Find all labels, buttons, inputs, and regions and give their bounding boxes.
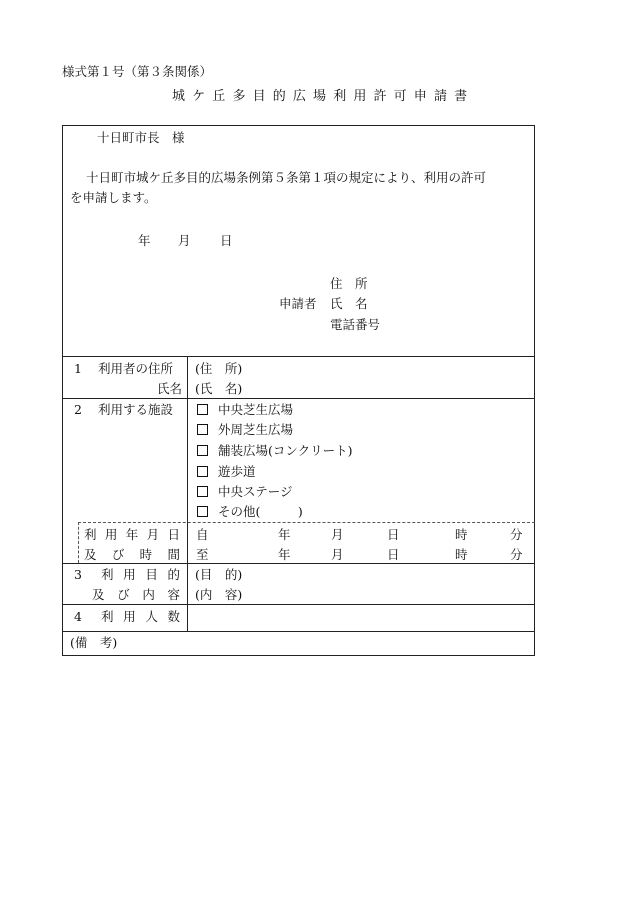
addressee: 十日町市長 様: [97, 130, 185, 145]
user-name-field[interactable]: (氏 名): [195, 381, 243, 396]
from-hour-unit: 時: [455, 527, 468, 542]
facility-option-label: 遊歩道: [218, 464, 256, 479]
row-number-1: 1: [74, 361, 82, 376]
to-hour-unit: 時: [455, 547, 468, 562]
datetime-label-bottom: 及 び 時 間: [84, 547, 180, 562]
facility-option-promenade[interactable]: [197, 466, 256, 479]
to-month-unit: 月: [331, 547, 344, 562]
from-month-unit: 月: [331, 527, 344, 542]
content-field[interactable]: (内 容): [195, 587, 243, 602]
applicant-address-label: 住 所: [330, 276, 368, 291]
table-top-border: [62, 356, 535, 357]
facility-option-label: 外周芝生広場: [218, 422, 294, 437]
date-year-label: 年: [138, 233, 151, 248]
to-day-unit: 日: [387, 547, 400, 562]
facility-option-label: その他( ): [218, 504, 303, 519]
checkbox-icon[interactable]: [197, 424, 208, 435]
datetime-label-top: 利 用 年 月 日: [84, 527, 180, 542]
applicant-label: 申請者: [279, 296, 317, 311]
date-month-label: 月: [178, 233, 191, 248]
facility-option-label: 中央芝生広場: [218, 402, 294, 417]
datetime-from-label: 自: [196, 527, 209, 542]
to-minute-unit: 分: [510, 547, 523, 562]
facility-option-central-stage[interactable]: [197, 486, 293, 499]
form-number-label: 様式第１号（第３条関係）: [62, 64, 213, 79]
to-year-unit: 年: [278, 547, 291, 562]
facility-option-label: 舗装広場(コンクリート): [218, 443, 353, 458]
row-number-2: 2: [74, 402, 82, 417]
facility-option-central-lawn[interactable]: [197, 404, 293, 417]
applicant-name-label: 氏 名: [330, 296, 368, 311]
date-day-label: 日: [220, 233, 233, 248]
user-address-label: 利用者の住所: [98, 361, 174, 376]
row-divider-facility: [62, 563, 535, 564]
purpose-label-bottom: 及 び 内 容: [92, 587, 180, 602]
checkbox-icon[interactable]: [197, 445, 208, 456]
checkbox-icon[interactable]: [197, 506, 208, 517]
checkbox-icon[interactable]: [197, 404, 208, 415]
facility-label: 利用する施設: [98, 402, 174, 417]
row-divider-purpose: [62, 604, 535, 605]
user-address-field[interactable]: (住 所): [195, 361, 243, 376]
checkbox-icon[interactable]: [197, 486, 208, 497]
user-count-label: 利 用 人 数: [101, 609, 180, 624]
applicant-phone-label: 電話番号: [330, 317, 381, 332]
user-count-field[interactable]: [190, 606, 533, 629]
purpose-field[interactable]: (目 的): [195, 567, 243, 582]
remarks-label: (備 考): [70, 635, 118, 650]
row-divider-count: [62, 631, 535, 632]
datetime-to-label: 至: [196, 547, 209, 562]
facility-option-outer-lawn[interactable]: [197, 424, 293, 437]
checkbox-icon[interactable]: [197, 466, 208, 477]
facility-option-other[interactable]: [197, 506, 303, 519]
user-name-label: 氏名: [157, 381, 183, 396]
datetime-dashed-divider: [78, 522, 535, 523]
intro-text-line1: 十日町市城ケ丘多目的広場条例第５条第１項の規定により、利用の許可: [86, 170, 487, 185]
datetime-dashed-indent: [78, 522, 79, 563]
from-day-unit: 日: [387, 527, 400, 542]
from-minute-unit: 分: [510, 527, 523, 542]
intro-text-line2: を申請します。: [70, 190, 157, 205]
row-divider-user: [62, 398, 535, 399]
facility-option-label: 中央ステージ: [218, 484, 293, 499]
row-number-4: 4: [74, 609, 82, 624]
from-year-unit: 年: [278, 527, 291, 542]
purpose-label-top: 利 用 目 的: [101, 567, 180, 582]
row-number-3: 3: [74, 567, 82, 582]
facility-option-paved-plaza[interactable]: [197, 445, 353, 458]
document-title: 城ケ丘多目的広場利用許可申請書: [172, 89, 475, 104]
